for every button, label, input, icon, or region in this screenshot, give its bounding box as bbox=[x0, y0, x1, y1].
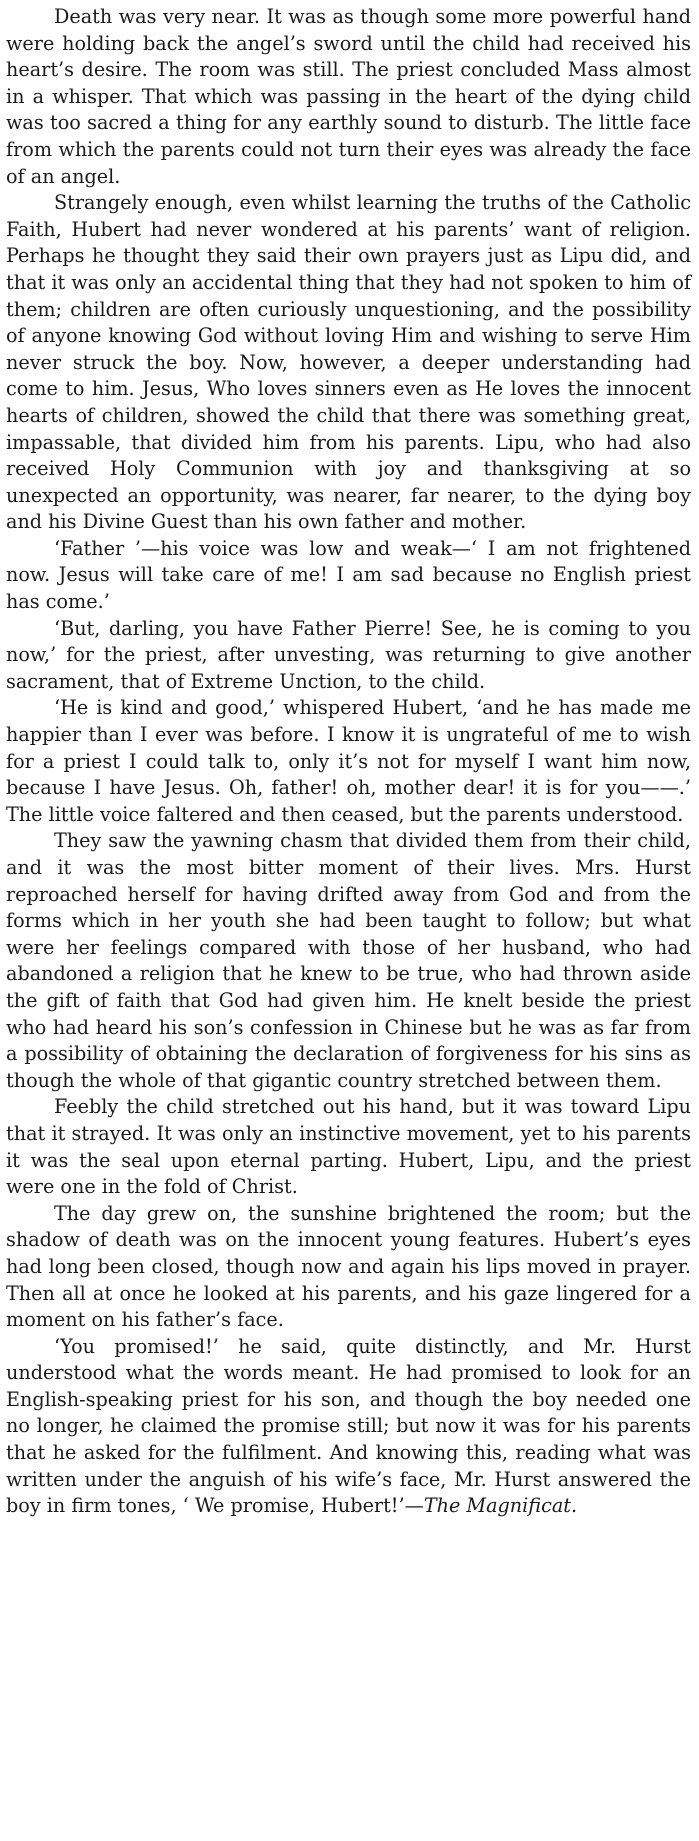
article-paragraph: Strangely enough, even whilst learning the truths of the Catholic Faith, Hubert had never wondered at his parents’ want of religion. Perhaps he thought they said their own prayers just as Lipu did, and that it was only an accidental thing that they had not spoken to him of them; children are often curiously unquestioning, and the possibility of anyone knowing God without loving Him and wishing to serve Him never struck the boy. Now, however, a deeper understanding had come to him. Jesus, Who loves sinners even as He loves the innocent hearts of children, showed the child that there was something great, impassable, that divided him from his parents. Lipu, who had also received Holy Communion with joy and thanksgiving at so unexpected an opportunity, was nearer, far nearer, to the dying boy and his Divine Guest than his own father and mother. bbox=[6, 191, 691, 534]
article-paragraph: They saw the yawning chasm that divided them from their child, and it was the most bitter moment of their lives. Mrs. Hurst reproached herself for having drifted away from God and from the forms which in her youth she had been taught to follow; but what were her feelings compared with those of her husband, who had abandoned a religion that he knew to be true, who had thrown aside the gift of faith that God had given him. He knelt beside the priest who had heard his son’s confession in Chinese but he was as far from a possibility of obtaining the declaration of forgiveness for his sins as though the whole of that gigantic country stretched between them. bbox=[6, 829, 691, 1092]
article-paragraph: ‘Father ’—his voice was low and weak—‘ I am not frightened now. Jesus will take care of me! I am sad because no English priest has come.’ bbox=[6, 536, 691, 614]
article-paragraph-text: ‘You promised!’ he said, quite distinctly, and Mr. Hurst understood what the words meant. He had promised to look for an English-speaking priest for his son, and though the boy needed one no longer, he claimed the promise still; but now it was for his parents that he asked for the fulfilment. And knowing this, reading what was written under the anguish of his wife’s face, Mr. Hurst answered the boy in firm tones, ‘ We promise, Hubert!’— bbox=[6, 1334, 691, 1518]
article-paragraph: Death was very near. It was as though some more powerful hand were holding back the angel’s sword until the child had received his heart’s desire. The room was still. The priest concluded Mass almost in a whisper. That which was passing in the heart of the dying child was too sacred a thing for any earthly sound to disturb. The little face from which the parents could not turn their eyes was already the face of an angel. bbox=[6, 5, 691, 188]
article-paragraph: ‘But, darling, you have Father Pierre! See, he is coming to you now,’ for the priest, after unvesting, was returning to give another sacrament, that of Extreme Unction, to the child. bbox=[6, 616, 691, 693]
article-paragraph: The day grew on, the sunshine brightened the room; but the shadow of death was on the innocent young features. Hubert’s eyes had long been closed, though now and again his lips moved in prayer. Then all at once he looked at his parents, and his gaze lingered for a moment on his father’s face. bbox=[6, 1201, 691, 1332]
source-attribution: The Magnificat. bbox=[423, 1494, 578, 1518]
article-paragraph: Feebly the child stretched out his hand, but it was toward Lipu that it strayed. It was only an instinctive movement, yet to his parents it was the seal upon eternal parting. Hubert, Lipu, and the priest were one in the fold of Christ. bbox=[6, 1095, 691, 1199]
article-paragraph: ‘He is kind and good,’ whispered Hubert, ‘and he has made me happier than I ever was before. I know it is ungrateful of me to wish for a priest I could talk to, only it’s not for myself I want him now, because I have Jesus. Oh, father! oh, mother dear! it is for you——.’ The little voice faltered and then ceased, but the parents understood. bbox=[6, 696, 691, 826]
article-paragraph-last bbox=[6, 1334, 691, 1520]
